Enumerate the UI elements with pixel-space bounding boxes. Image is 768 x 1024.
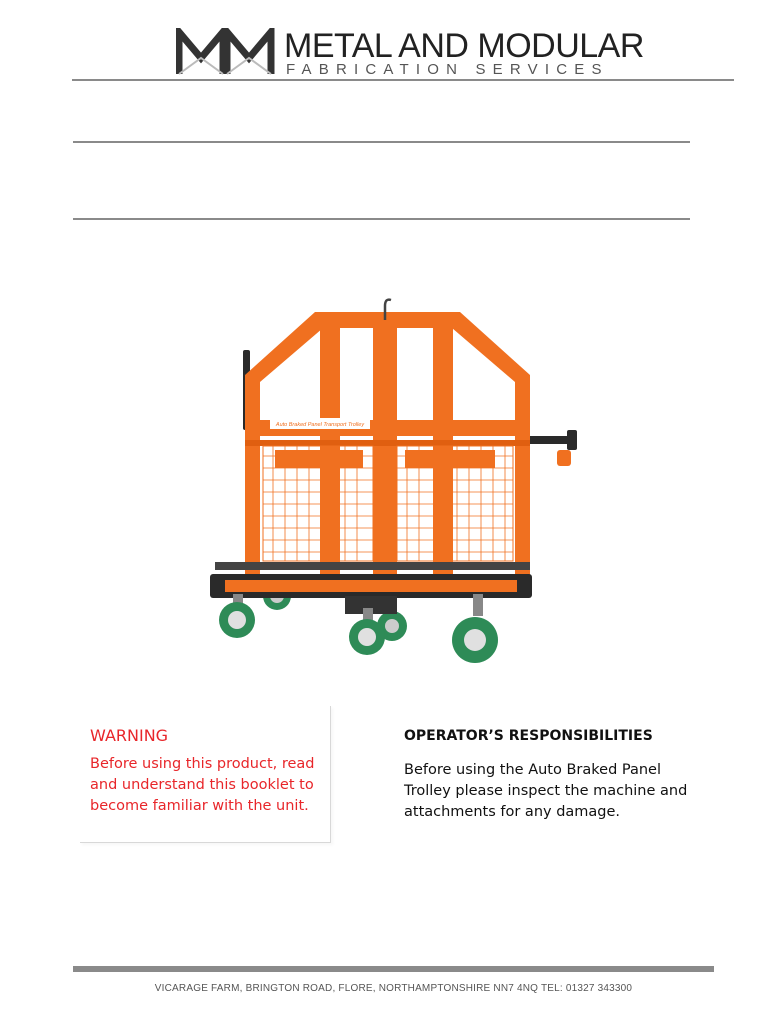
plate-right: [405, 450, 495, 468]
mm-logo-icon: [176, 28, 276, 76]
header-divider: [72, 79, 734, 81]
responsibilities-text: Before using the Auto Braked Panel Trolley please inspect the machine and attachments for any damage.: [404, 762, 688, 820]
panel-trolley-image: [195, 290, 595, 675]
logo-subtitle: FABRICATION SERVICES: [286, 61, 609, 78]
footer-address: VICARAGE FARM, BRINGTON ROAD, FLORE, NORTHAMPTONSHIRE NN7 4NQ TEL: 01327 343300: [154, 983, 633, 994]
footer-divider: [73, 966, 714, 972]
trolley-base: [210, 562, 532, 614]
logo-title: METAL AND MODULAR: [284, 27, 644, 65]
orange-frame: [245, 312, 530, 578]
product-sign-text: Auto Braked Panel Transport Trolley: [275, 422, 365, 428]
title-field-line: [73, 141, 690, 143]
warning-title: WARNING: [90, 726, 169, 745]
warning-text: Before using this product, read and understand this booklet to become familiar with the unit.: [90, 756, 315, 814]
subtitle-field-line: [73, 218, 690, 220]
company-logo: [176, 26, 644, 80]
plate-left: [275, 450, 363, 468]
responsibilities-heading: OPERATOR’S RESPONSIBILITIES: [404, 728, 653, 744]
